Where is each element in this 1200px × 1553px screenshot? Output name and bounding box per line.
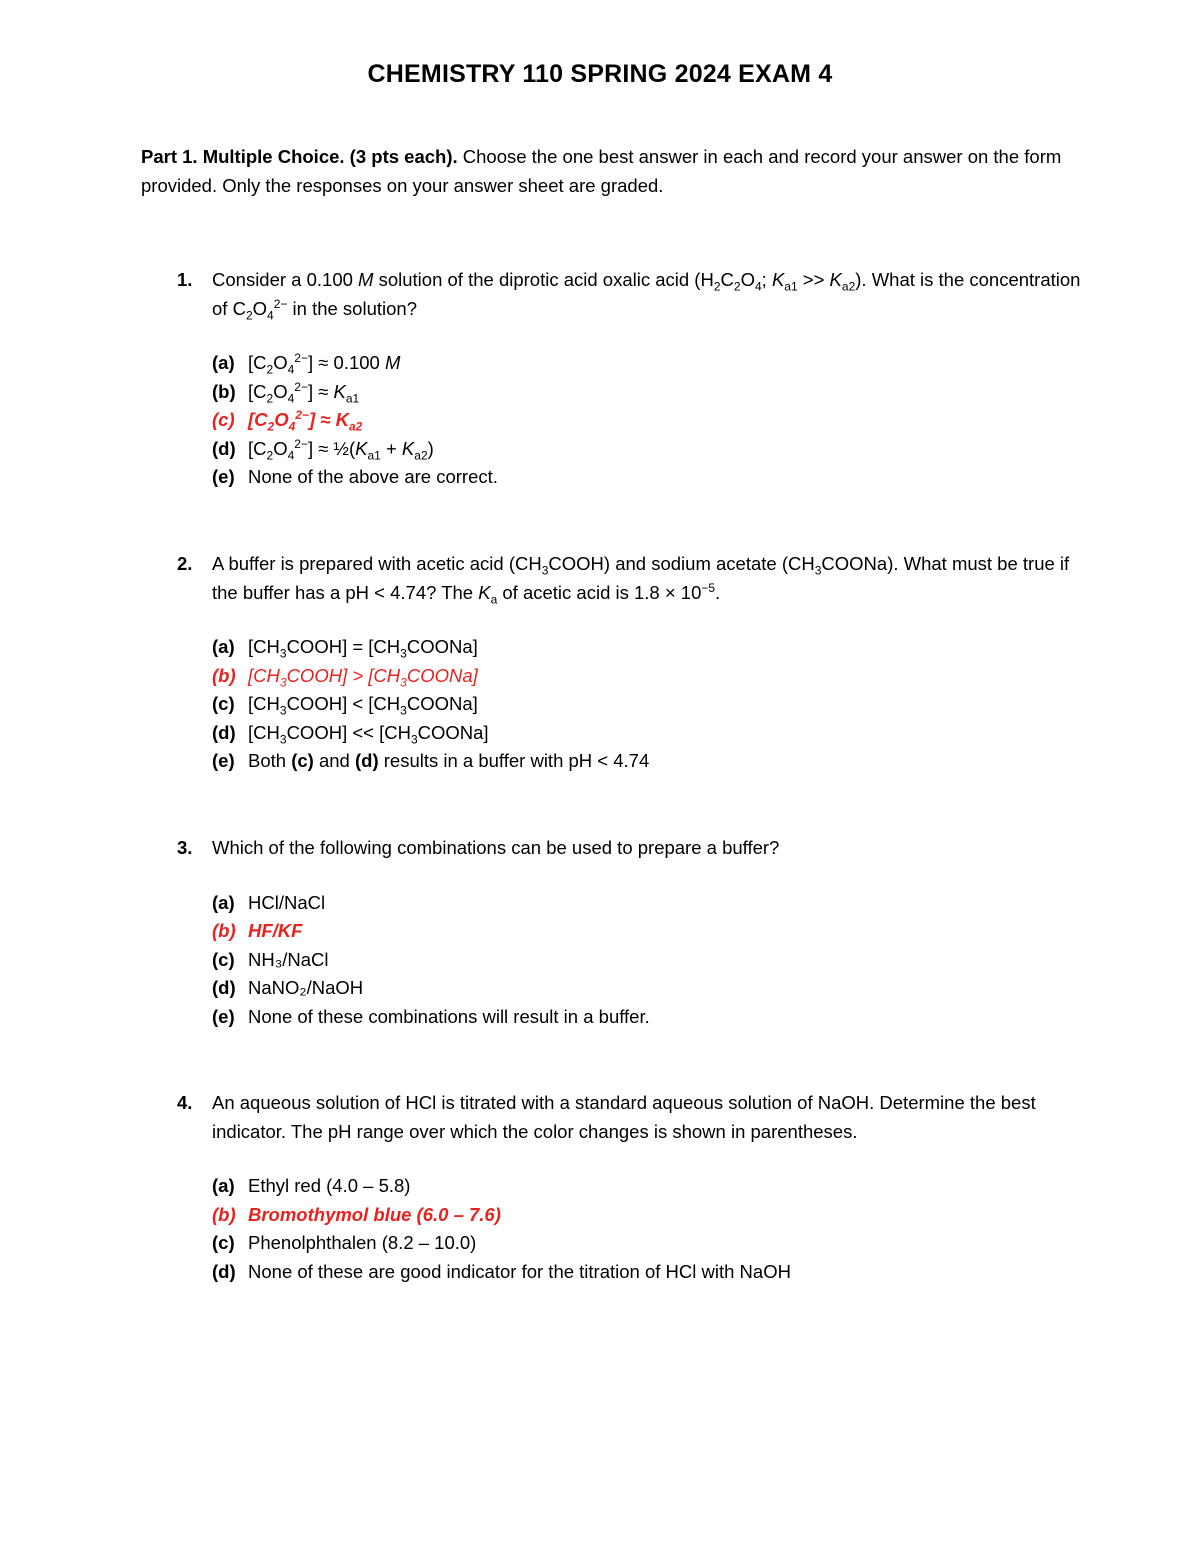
question-4-options bbox=[141, 1172, 1081, 1286]
option-c: (c) Phenolphthalen (8.2 – 10.0) bbox=[212, 1232, 477, 1253]
question-number: 4. bbox=[177, 1092, 193, 1113]
option-a: (a) Ethyl red (4.0 – 5.8) bbox=[212, 1175, 411, 1196]
question-4 bbox=[141, 1089, 1081, 1286]
option-b-correct: (b) HF/KF bbox=[212, 920, 303, 941]
option-b-correct: (b) $[CH_3COOH]$ > $[CH_3COONa]$ bbox=[212, 664, 478, 690]
question-1-text: 1. Consider a 0.100 M solution of the diprotic acid oxalic acid ($H_2C_2O_4$; $K_{a1} >> K_{a2}$). What is the concentration of $C_2O_4^{2-}$ in the solution? bbox=[141, 266, 1081, 323]
option-a: (a) $[C_2O_4^{2-}] \approx 0.100$ M bbox=[212, 350, 401, 377]
question-2-text: 2. A buffer is prepared with acetic acid $(CH_3COOH)$ and sodium acetate $(CH_3COONa)$. What must be true if the buffer has a pH < 4.74? The $K_a$ of acetic acid is $1.8 \times 10^{-5}$. bbox=[141, 550, 1081, 607]
question-4-text: 4. An aqueous solution of HCl is titrated with a standard aqueous solution of NaOH. Determine the best indicator. The pH range over which the color changes is shown in parentheses. bbox=[141, 1089, 1081, 1146]
instructions-text: Choose the one best answer in each and record your answer on the form provided. Only the responses on your answer sheet are graded. bbox=[141, 146, 1062, 196]
option-c-correct: (c) $[C_2O_4^{2-}] \approx K_{a2}$ bbox=[212, 407, 363, 434]
question-3-text: 3. Which of the following combinations can be used to prepare a buffer? bbox=[141, 834, 1081, 863]
exam-title: CHEMISTRY 110 SPRING 2024 EXAM 4 bbox=[367, 60, 833, 88]
question-1-options bbox=[141, 349, 1081, 492]
question-number: 3. bbox=[177, 837, 193, 858]
option-d: (d) $[CH_3COOH]$ << $[CH_3COONa]$ bbox=[212, 721, 489, 747]
option-d: (d) NaNO₂/NaOH bbox=[212, 977, 364, 998]
question-2 bbox=[141, 550, 1081, 776]
option-e: (e) None of the above are correct. bbox=[212, 466, 498, 487]
part-instructions bbox=[141, 142, 1071, 200]
option-b: (b) $[C_2O_4^{2-}] \approx K_{a1}$ bbox=[212, 379, 360, 406]
option-a: (a) HCl/NaCl bbox=[212, 891, 326, 913]
option-a: (a) $[CH_3COOH]$ = $[CH_3COONa]$ bbox=[212, 636, 478, 661]
option-b-correct: (b) Bromothymol blue (6.0 – 7.6) bbox=[212, 1203, 501, 1225]
part-heading: Part 1. Multiple Choice. (3 pts each). bbox=[141, 146, 458, 167]
question-number: 2. bbox=[177, 553, 193, 574]
option-d: (d) $[C_2O_4^{2-}]$ ≈ $\frac{1}{2}(K_{a1} + K_{a2})$ bbox=[212, 436, 434, 463]
question-3 bbox=[141, 834, 1081, 1031]
question-1 bbox=[141, 266, 1081, 492]
option-e: (e) Both (c) and (d) results in a buffer with pH < 4.74 bbox=[212, 750, 650, 771]
option-c: (c) NH₃/NaCl bbox=[212, 948, 329, 970]
question-3-options bbox=[141, 889, 1081, 1032]
question-number: 1. bbox=[177, 269, 193, 290]
question-2-options bbox=[141, 633, 1081, 776]
option-d: (d) None of these are good indicator for the titration of HCl with NaOH bbox=[212, 1260, 791, 1282]
option-c: (c) $[CH_3COOH]$ < $[CH_3COONa]$ bbox=[212, 693, 478, 718]
option-e: (e) None of these combinations will result in a buffer. bbox=[212, 1005, 650, 1027]
